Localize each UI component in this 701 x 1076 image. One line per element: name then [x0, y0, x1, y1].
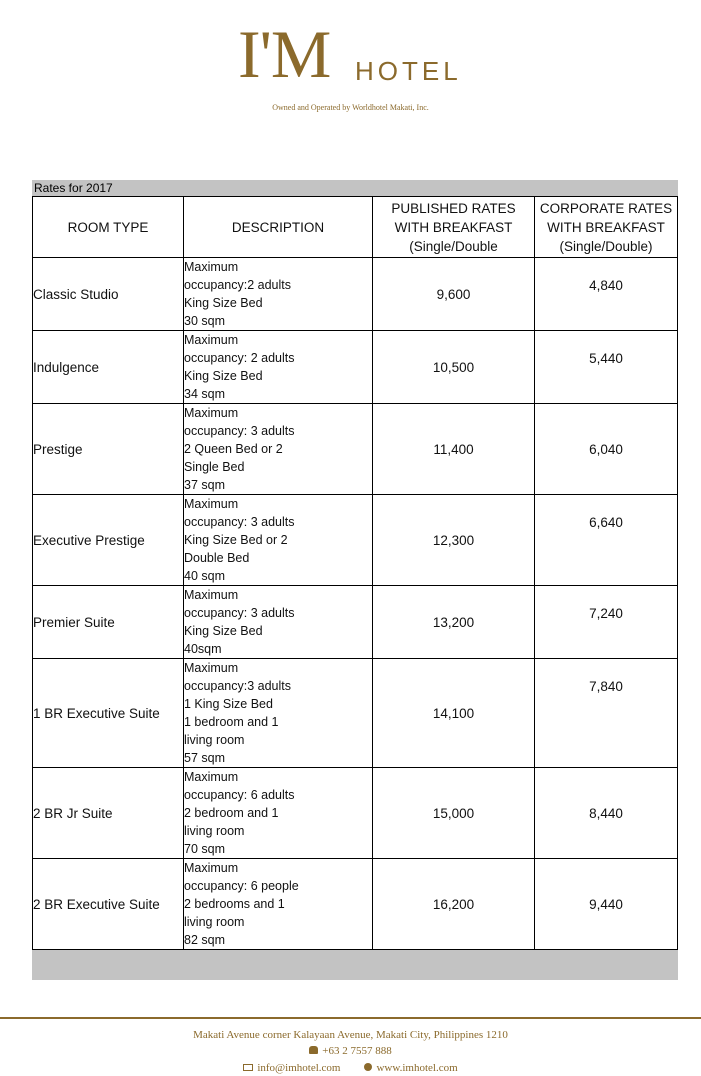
published-rate-cell: 12,300 [373, 495, 535, 586]
room-type-cell: Classic Studio [33, 258, 184, 331]
hotel-logo [0, 16, 701, 92]
footer-phone: +63 2 7557 888 [322, 1045, 392, 1057]
phone-icon [309, 1046, 318, 1054]
published-rate-cell: 15,000 [373, 768, 535, 859]
logo-word: HOTEL [355, 56, 462, 86]
description-cell: Maximum occupancy: 6 people 2 bedrooms and 1 living room 82 sqm [184, 859, 373, 950]
col-room-type: ROOM TYPE [33, 197, 184, 258]
description-cell: Maximum occupancy: 3 adults King Size Bed or 2 Double Bed 40 sqm [184, 495, 373, 586]
corporate-rate-cell: 6,040 [535, 404, 678, 495]
published-rate-cell: 13,200 [373, 586, 535, 659]
footer-divider [0, 1017, 701, 1019]
published-rate-cell: 16,200 [373, 859, 535, 950]
web-icon [364, 1063, 372, 1071]
room-type-cell: Executive Prestige [33, 495, 184, 586]
published-rate-cell: 9,600 [373, 258, 535, 331]
rates-section [32, 180, 678, 980]
published-rate-cell: 14,100 [373, 659, 535, 768]
rates-caption: Rates for 2017 [34, 181, 113, 195]
room-type-cell: Premier Suite [33, 586, 184, 659]
table-footer-strip [32, 960, 678, 980]
footer-website[interactable]: www.imhotel.com [376, 1062, 458, 1074]
room-type-cell: Prestige [33, 404, 184, 495]
corporate-rate-cell: 9,440 [535, 859, 678, 950]
footer [0, 1028, 701, 1076]
col-description: DESCRIPTION [184, 197, 373, 258]
description-cell: Maximum occupancy:3 adults 1 King Size Bed 1 bedroom and 1 living room 57 sqm [184, 659, 373, 768]
room-type-cell: 2 BR Jr Suite [33, 768, 184, 859]
table-header-row [33, 197, 678, 258]
corporate-rate-cell: 5,440 [535, 331, 678, 404]
table-row [33, 768, 678, 859]
description-cell: Maximum occupancy: 2 adults King Size Bed 34 sqm [184, 331, 373, 404]
description-cell: Maximum occupancy:2 adults King Size Bed 30 sqm [184, 258, 373, 331]
rates-table [32, 196, 678, 950]
room-type-cell: 2 BR Executive Suite [33, 859, 184, 950]
corporate-rate-cell: 4,840 [535, 258, 678, 331]
footer-email[interactable]: info@imhotel.com [257, 1062, 341, 1074]
room-type-cell: 1 BR Executive Suite [33, 659, 184, 768]
corporate-rate-cell: 6,640 [535, 495, 678, 586]
col-corporate-rates: CORPORATE RATES WITH BREAKFAST (Single/Double) [535, 197, 678, 258]
description-cell: Maximum occupancy: 3 adults 2 Queen Bed or 2 Single Bed 37 sqm [184, 404, 373, 495]
table-row [33, 258, 678, 331]
owned-by-line: Owned and Operated by Worldhotel Makati, Inc. [272, 103, 429, 112]
description-cell: Maximum occupancy: 6 adults 2 bedroom and 1 living room 70 sqm [184, 768, 373, 859]
table-row [33, 859, 678, 950]
published-rate-cell: 10,500 [373, 331, 535, 404]
logo-mark: I'M [238, 16, 331, 92]
published-rate-cell: 11,400 [373, 404, 535, 495]
table-row [33, 404, 678, 495]
table-row [33, 659, 678, 768]
room-type-cell: Indulgence [33, 331, 184, 404]
table-row [33, 586, 678, 659]
corporate-rate-cell: 8,440 [535, 768, 678, 859]
table-row [33, 495, 678, 586]
table-row [33, 331, 678, 404]
footer-address: Makati Avenue corner Kalayaan Avenue, Makati City, Philippines 1210 [193, 1029, 508, 1041]
corporate-rate-cell: 7,240 [535, 586, 678, 659]
description-cell: Maximum occupancy: 3 adults King Size Bed 40sqm [184, 586, 373, 659]
corporate-rate-cell: 7,840 [535, 659, 678, 768]
col-published-rates: PUBLISHED RATES WITH BREAKFAST (Single/Double [373, 197, 535, 258]
